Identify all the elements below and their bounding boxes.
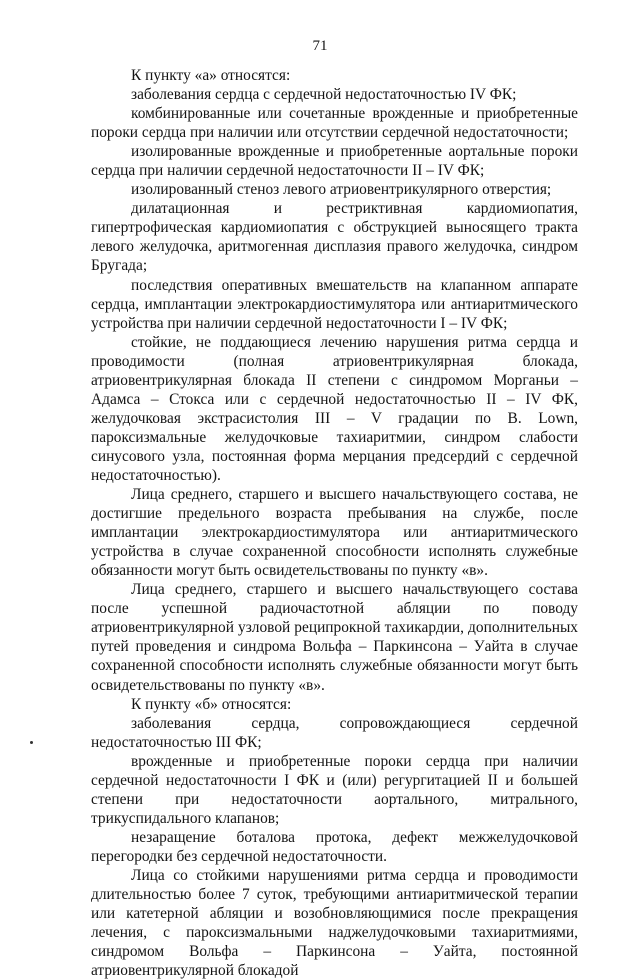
paragraph: стойкие, не поддающиеся лечению нарушения ритма сердца и проводимости (полная атриовентрикулярная блокада, атриовентрикулярная блокада II степени с синдромом Морганьи – Адамса – Стокса или с сердечной недостаточностью II – IV ФК, желудочковая экстрасистолия III – V градации по B. Lown, пароксизмальные желудочковые тахиаритмии, синдром слабости синусового узла, постоянная форма мерцания предсердий с сердечной недостаточностью).	[91, 333, 578, 484]
paragraph: врожденные и приобретенные пороки сердца при наличии сердечной недостаточности I ФК и (или) регургитацией II и большей степени при недостаточности аортального, митрального, трикуспидального клапанов;	[91, 752, 578, 827]
paragraph: изолированный стеноз левого атриовентрикулярного отверстия;	[131, 181, 552, 199]
paragraph: дилатационная и рестриктивная кардиомиопатия, гипертрофическая кардиомиопатия с обструкцией выносящего тракта левого желудочка, аритмогенная дисплазия правого желудочка, синдром Бругада;	[91, 200, 578, 275]
paragraph: изолированные врожденные и приобретенные аортальные пороки сердца при наличии сердечной недостаточности II – IV ФК;	[91, 143, 578, 180]
page-number: 71	[312, 38, 328, 54]
paragraph: Лица среднего, старшего и высшего начальствующего состава после успешной радиочастотной абляции по поводу атриовентрикулярной узловой реципрокной тахикардии, дополнительных путей проведения и синдрома Вольфа – Паркинсона – Уайта в случае сохраненной способности исполнять служебные обязанности могут быть освидетельствованы по пункту «в».	[91, 581, 578, 694]
paragraph: комбинированные или сочетанные врожденные и приобретенные пороки сердца при наличии или отсутствии сердечной недостаточности;	[91, 105, 578, 142]
paragraph: К пункту «б» относятся:	[131, 695, 292, 713]
document-body	[91, 66, 578, 980]
paragraph: незаращение боталова протока, дефект межжелудочковой перегородки без сердечной недостаточности.	[91, 828, 578, 865]
paragraph: Лица со стойкими нарушениями ритма сердца и проводимости длительностью более 7 суток, требующими антиаритмической терапии или катетерной абляции и возобновляющимися после прекращения лечения, с пароксизмальными наджелудочковыми тахиаритмиями, синдромом Вольфа – Паркинсона – Уайта, постоянной атриовентрикулярной блокадой	[91, 866, 578, 980]
paragraph: заболевания сердца, сопровождающиеся сердечной недостаточностью III ФК;	[91, 714, 578, 751]
scan-speck	[30, 741, 33, 744]
paragraph: К пункту «а» относятся:	[131, 67, 291, 84]
paragraph: последствия оперативных вмешательств на клапанном аппарате сердца, имплантации электрокардиостимулятора или антиаритмического устройства при наличии сердечной недостаточности I – IV ФК;	[91, 276, 578, 332]
paragraph: Лица среднего, старшего и высшего начальствующего состава, не достигшие предельного возраста пребывания на службе, после имплантации электрокардиостимулятора или антиаритмического устройства в случае сохраненной способности исполнять служебные обязанности могут быть освидетельствованы по пункту «в».	[91, 486, 578, 580]
paragraph: заболевания сердца с сердечной недостаточностью IV ФК;	[131, 86, 517, 104]
